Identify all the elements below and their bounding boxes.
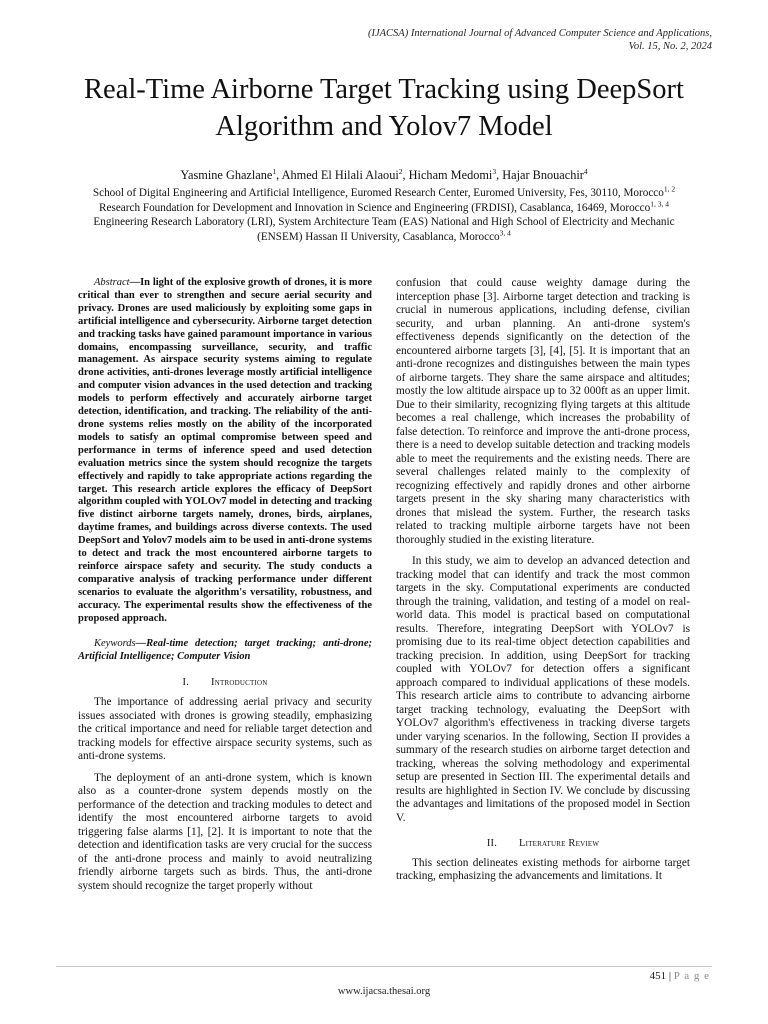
paper-title-line2: Algorithm and Yolov7 Model bbox=[215, 111, 553, 142]
abstract-label: Abstract bbox=[94, 277, 130, 288]
affiliation-line bbox=[20, 215, 748, 230]
right-column bbox=[396, 277, 690, 884]
paragraph: This section delineates existing methods for airborne target tracking, emphasizing the advancements and limitations. It bbox=[396, 856, 690, 883]
abstract-dash: — bbox=[129, 277, 141, 288]
affiliation-mark: 1, 3, 4 bbox=[650, 198, 669, 208]
keywords-text: Real-time detection; target tracking; anti-drone; Artificial Intelligence; Computer Vision bbox=[78, 638, 372, 663]
paragraph: confusion that could cause weighty damage during the interception phase [3]. Airborne target detection and tracking is crucial in numerous applications, including defense, civilian security, and urban planning. An anti-drone system's effectiveness depends significantly on the detection of the encountered airborne targets [3], [4], [5]. It is important that an anti-drone recognizes and distinguishes between the main types of airborne targets. They share the same airspace and altitudes; mostly the low altitude airspace up to 32 000ft as an upper limit. Due to their similarity, recognizing flying targets at this altitude becomes a real challenge, which increases the probability of false detection. To reinforce and improve the anti-drone process, there is a need to develop suitable detection and tracking models able to meet the requirements and the existing needs. There are several challenges related mainly to the complexity of recognizing effectively and rapidly drones and other airborne targets present in the sky sharing many characteristics with drones that mislead the system. Further, the research tasks related to tracking multiple airborne targets have not been thoroughly studied in the existing literature. bbox=[396, 277, 690, 546]
author-affil-mark: 1 bbox=[272, 166, 277, 176]
affiliation-text: School of Digital Engineering and Artificial Intelligence, Euromed Research Center, Euromed University, Fes, 30110, Morocco bbox=[92, 187, 664, 199]
journal-volume: Vol. 15, No. 2, 2024 bbox=[628, 41, 712, 52]
paragraph: The importance of addressing aerial privacy and security issues associated with drones is growing steadily, emphasizing the critical importance and need for reliable target detection and tracking models for effective airspace security systems, such as anti-drone systems. bbox=[78, 696, 372, 763]
keywords-dash: — bbox=[135, 638, 147, 650]
affiliation-text: Research Foundation for Development and Innovation in Science and Engineering (FRDISI), Casablanca, 16469, Morocco bbox=[99, 201, 651, 214]
author-name: Hajar Bnouachir bbox=[502, 168, 584, 182]
section-title: Introduction bbox=[211, 677, 268, 689]
section-title: Literature Review bbox=[519, 838, 600, 849]
author-affil-mark: 3 bbox=[492, 166, 497, 176]
abstract bbox=[78, 277, 372, 625]
section-heading-introduction bbox=[78, 677, 372, 690]
affiliation-line bbox=[20, 227, 748, 245]
affiliation-line bbox=[20, 186, 748, 201]
affiliation-mark: 3, 4 bbox=[499, 227, 511, 237]
affiliation-text: (ENSEM) Hassan II University, Casablanca, Morocco bbox=[257, 230, 500, 243]
footer-divider bbox=[56, 966, 712, 967]
affiliations bbox=[20, 186, 748, 244]
affiliation-mark: 1, 2 bbox=[663, 184, 676, 194]
page-word: P a g e bbox=[673, 970, 710, 982]
section-heading-literature-review bbox=[396, 838, 690, 851]
journal-website: www.ijacsa.thesai.org bbox=[337, 986, 431, 997]
paragraph: In this study, we aim to develop an advanced detection and tracking model that can identify and track the most common targets in the sky. Computational experiments are conducted through the training, validation, and testing of a model on real-world data. This model is practical based on computational results. Therefore, integrating DeepSort with YOLOv7 is promising due to its real-time object detection capabilities and tracking precision. In addition, using DeepSort for tracking coupled with YOLOv7 for detection offers a significant approach compared to individual applications of these models. This research article aims to contribute to advancing airborne target tracking technology, evaluating the DeepSort with YOLOv7 algorithm's effectiveness in tracking diverse targets under varying scenarios. In the following, Section II provides a summary of the research studies on airborne target detection and tracking, whereas the solving methodology and experimental setup are presented in Section III. The experimental details and results are highlighted in Section IV. We conclude by discussing the advantages and limitations of the proposed model in Section V. bbox=[396, 555, 690, 824]
page-number-value: 451 bbox=[649, 970, 667, 982]
author-affil-mark: 2 bbox=[398, 166, 403, 176]
author-affil-mark: 4 bbox=[583, 166, 588, 176]
author-list: Yasmine Ghazlane$^1$, Ahmed El Hilali Alaoui$^2$, Hicham Medomi$^3$, Hajar Bnouachir$^4$ bbox=[180, 166, 588, 182]
page-number-separator: | bbox=[666, 970, 674, 982]
journal-name: (IJACSA) International Journal of Advanced Computer Science and Applications, bbox=[367, 28, 712, 39]
affiliation-line bbox=[20, 198, 748, 216]
paper-title bbox=[40, 71, 728, 145]
paper-title-line1: Real-Time Airborne Target Tracking using DeepSort bbox=[84, 74, 684, 105]
section-number: I. bbox=[182, 677, 190, 689]
author-name: Yasmine Ghazlane bbox=[180, 168, 273, 182]
keywords bbox=[78, 638, 372, 664]
abstract-text: In light of the explosive growth of drones, it is more critical than ever to strengthen and secure aerial security and privacy. Drones are used maliciously by exploiting some gaps in artificial intelligence and cybersecurity. Airborne target detection and tracking tasks have gained paramount importance in various domains, encompassing surveillance, security, and traffic management. As airspace security systems aiming to regulate drone activities, anti-drones leverage mostly artificial intelligence and computer vision advances in the used detection and tracking models to perform effectively and accurately airborne target detection, identification, and tracking. The reliability of the anti-drone systems relies mostly on the ability of the incorporated models to satisfy an optimal compromise between speed and performance in terms of inference speed and used detection evaluation metrics since the system should recognize the targets effectively and rapidly to take appropriate actions regarding the target. This research article explores the efficacy of DeepSort algorithm coupled with YOLOv7 model in detecting and tracking five distinct airborne targets namely, drones, birds, airplanes, daytime frames, and buildings across diverse contexts. The used DeepSort and Yolov7 models aim to be used in anti-drone systems to detect and track the most encountered airborne targets to reinforce airspace safety and security. The study conducts a comparative analysis of tracking performance under different scenarios to evaluate the algorithm's versatility, robustness, and accuracy. The experimental results show the effectiveness of the proposed approach. bbox=[78, 277, 372, 624]
left-column bbox=[78, 277, 372, 893]
section-number: II. bbox=[486, 838, 498, 849]
paragraph: The deployment of an anti-drone system, which is known also as a counter-drone system depends mostly on the performance of the detection and tracking modules to detect and identify the most encountered airborne targets to avoid triggering false alarms [1], [2]. It is important to note that the detection and identification tasks are very crucial for the success of the anti-drone process and mainly to avoid neutralizing friendly airborne targets such as birds. Thus, the anti-drone system should recognize the target properly without bbox=[78, 771, 372, 892]
affiliation-text: Engineering Research Laboratory (LRI), System Architecture Team (EAS) National and High School of Electricity and Mechanic bbox=[93, 216, 675, 228]
keywords-label: Keywords bbox=[94, 638, 136, 650]
author-name: Ahmed El Hilali Alaoui bbox=[281, 168, 399, 182]
author-name: Hicham Medomi bbox=[408, 168, 493, 182]
journal-header bbox=[368, 27, 712, 53]
page-number bbox=[650, 970, 710, 982]
